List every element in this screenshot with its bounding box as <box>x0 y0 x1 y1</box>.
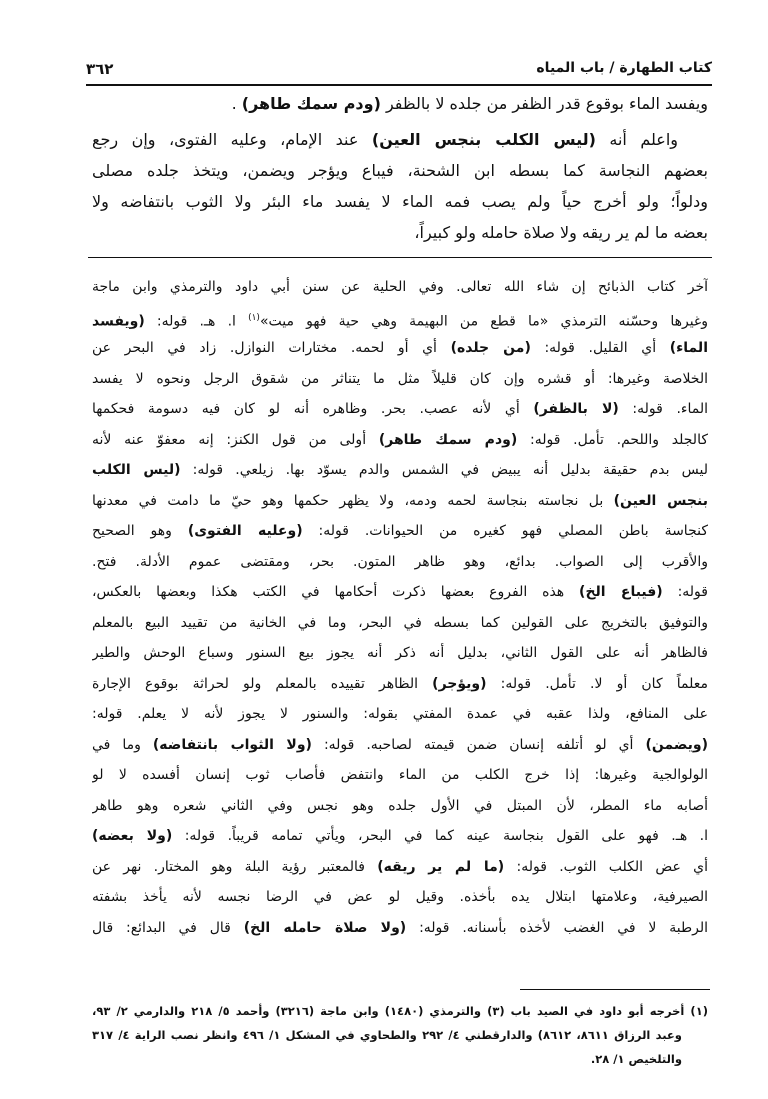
text-line <box>92 155 708 186</box>
footnote-divider <box>520 989 710 990</box>
text-segment: الماء. قوله: <box>618 401 708 417</box>
text-segment: والأقرب إلى الصواب. بدائع، وهو ظاهر المتون. بحر، ومقتضى عموم الأدلة. فتح. <box>92 553 708 570</box>
text-segment: . <box>231 94 242 113</box>
text-segment: أي أو لحمه. مختارات النوازل. زاد في البحر عن <box>92 340 451 356</box>
footnotes <box>92 999 708 1071</box>
text-line <box>92 186 708 217</box>
text-line <box>92 791 708 822</box>
text-segment: أي عض الكلب الثوب. قوله: <box>504 858 708 875</box>
text-line <box>92 699 708 730</box>
quoted-term: (ودم سمك طاهر) <box>241 94 381 113</box>
text-segment: الولوالجية وغيرها: إذا خرج الكلب من الماء وانتفض فأصاب ثوب إنسان أفسده لا لو <box>92 767 708 783</box>
text-segment: والتوفيق بالتخريج على القولين كما بسطه في البحر، وما في الخانية من تقييد البيع بالمعلم <box>92 614 708 631</box>
text-line <box>92 272 708 303</box>
text-segment: بعضهم النجاسة كما بسطه ابن الشحنة، فيباع ويؤجر ويضمن، ويتخذ جلده مصلى <box>92 161 708 180</box>
text-segment: أي القليل. قوله: <box>530 340 670 356</box>
page-number: ٣٦٢ <box>86 60 114 78</box>
text-segment: كنجاسة باطن المصلي فهو كغيره من الحيوانات. قوله: <box>302 523 708 539</box>
text-segment: الرطبة لا في الغضب لأخذه بأسنانه. قوله: <box>406 919 708 936</box>
quoted-term: (من جلده) <box>450 340 531 356</box>
text-segment: الصيرفية، وعلامتها ابتلال يده بأخذه. وقيل لو عض في الرضا نجسه لأنه يأخذ بشفته <box>92 889 708 905</box>
text-line <box>92 638 708 669</box>
text-segment: ويفسد الماء بوقوع قدر الظفر من جلده لا بالظفر <box>380 94 708 113</box>
text-segment: ودلواً؛ ولو أخرج حياً ولم يصب فمه الماء لا يفسد ماء البئر ولا الثوب بانتفاضه ولا <box>92 192 708 211</box>
text-segment: أي لو أتلفه إنسان ضمن قيمته لصاحبه. قوله: <box>311 736 646 753</box>
text-segment: وعبد الرزاق ٨٦١١، ٨٦١٢) والدارقطني ٤/ ٢٩٢ والطحاوي في المشكل ١/ ٤٩٦ وانظر نصب الراية ٤/ ٣١٧ <box>92 1028 682 1042</box>
footnote-ref: (١) <box>248 312 260 323</box>
text-segment: ا. هـ. قوله: <box>144 313 249 330</box>
main-text <box>92 88 708 248</box>
quoted-term: (ودم سمك طاهر) <box>378 431 518 448</box>
text-line <box>92 577 708 608</box>
text-segment: واعلم أنه <box>595 130 679 149</box>
quoted-term: (ليس الكلب <box>92 462 181 478</box>
quoted-term: (ليس الكلب بنجس العين) <box>371 130 596 149</box>
text-segment: آخر كتاب الذبائح إن شاء الله تعالى. وفي الحلية عن سنن أبي داود والترمذي وابن ماجة <box>92 279 708 295</box>
text-line <box>92 516 708 547</box>
text-segment: كالجلد واللحم. تأمل. قوله: <box>517 431 708 448</box>
commentary-text <box>92 272 708 943</box>
quoted-term: (ولا صلاة حامله الخ) <box>243 919 407 936</box>
text-segment: وغيرها وحسّنه الترمذي «ما قطع من البهيمة وهي حية فهو ميت» <box>259 313 708 330</box>
text-segment: عند الإمام، وعليه الفتوى، وإن رجع <box>92 130 372 149</box>
text-segment: ا. هـ. فهو على القول بنجاسة عينه كما في البحر، ويأتي تمامه قريباً. قوله: <box>172 828 708 844</box>
text-segment: وما في <box>92 736 153 753</box>
quoted-term: (ويؤجر) <box>432 675 487 692</box>
quoted-term: (وعليه الفتوى) <box>187 523 303 539</box>
text-line <box>92 913 708 944</box>
text-segment: قوله: <box>662 584 708 600</box>
text-segment: قال في البدائع: قال <box>92 919 244 936</box>
text-segment: أولى من قول الكنز: إنه معفوّ عنه لأنه <box>92 431 379 448</box>
text-line <box>92 852 708 883</box>
quoted-term: (لا بالظفر) <box>533 401 619 417</box>
text-line <box>92 999 708 1023</box>
running-header <box>86 58 712 86</box>
text-line <box>92 333 708 364</box>
text-segment: الظاهر تقييده بالمعلم ولو لحراثة بوقوع الإجارة <box>92 675 433 692</box>
text-segment: وهو الصحيح <box>92 523 188 539</box>
text-line <box>92 364 708 395</box>
text-line <box>92 425 708 456</box>
quoted-term: بنجس العين) <box>613 492 708 509</box>
text-line <box>92 486 708 517</box>
text-segment: (١) أخرجه أبو داود في الصيد باب (٣) والترمذي (١٤٨٠) وابن ماجة (٣٢١٦) وأحمد ٥/ ٢١٨ والدارمي ٢/ ٩٣، <box>92 1004 708 1018</box>
quoted-term: الماء) <box>669 340 708 356</box>
chapter-title: كتاب الطهارة / باب المياه <box>536 60 712 76</box>
text-line <box>92 455 708 486</box>
text-segment: أصابه ماء المطر، لأن المبتل في الأول جلده وهو نجس وفي الثاني شعره وهو طاهر <box>92 797 708 814</box>
text-segment: فالمعتبر رؤية البلة وهو المختار. نهر عن <box>92 858 378 875</box>
text-segment: معلماً كان أو لا. تأمل. قوله: <box>486 675 708 692</box>
text-line <box>92 124 708 155</box>
quoted-term: (ويفسد <box>92 313 145 330</box>
text-line <box>92 608 708 639</box>
text-line <box>92 1047 708 1071</box>
text-segment: والتلخيص ١/ ٢٨. <box>590 1052 682 1066</box>
quoted-term: (ما لم ير ريقه) <box>377 858 505 875</box>
text-line <box>92 882 708 913</box>
quoted-term: (ولا بعضه) <box>92 828 173 844</box>
quoted-term: (ويضمن) <box>645 736 708 753</box>
text-line <box>92 669 708 700</box>
text-line <box>92 547 708 578</box>
text-line <box>92 760 708 791</box>
text-line <box>92 1023 708 1047</box>
divider <box>88 257 712 258</box>
text-segment: فالظاهر أنه على القول الثاني، بدليل أنه ذكر أنه يجوز بيع السنور وسباع الوحش والطير <box>92 645 708 661</box>
text-line <box>92 821 708 852</box>
quoted-term: (فيباع الخ) <box>579 584 663 600</box>
text-segment: بعضه ما لم ير ريقه ولا صلاة حامله ولو كبيراً، <box>414 223 708 242</box>
text-segment: ليس بدم حقيقة بدليل أنه يبيض في الشمس والدم يسوّد بها. زيلعي. قوله: <box>180 462 708 478</box>
text-line <box>92 217 708 248</box>
text-segment: الخلاصة وغيرها: أو قشره وإن كان قليلاً مثل ما يتناثر من شقوق الرجل ونحوه لا يفسد <box>92 370 708 387</box>
quoted-term: (ولا الثواب بانتفاضه) <box>152 736 312 753</box>
text-line <box>92 394 708 425</box>
text-segment: على المنافع، ولذا عقبه في عمدة المفتي بقوله: والسنور لا يجوز لأنه لا يعلم. قوله: <box>92 706 708 722</box>
text-line <box>92 88 708 119</box>
text-segment: بل نجاسته بنجاسة لحمه ودمه، ولا يظهر حكمها وهو حيّ ما دامت في معدنها <box>92 492 614 509</box>
text-line <box>92 730 708 761</box>
text-line <box>92 303 708 334</box>
text-segment: أي لأنه عصب. بحر. وظاهره أنه لو كان فيه دسومة فحكمها <box>92 401 534 417</box>
text-segment: هذه الفروع بعضها ذكرت أحكامها في الكتب هكذا وبعضها بالعكس، <box>92 584 580 600</box>
